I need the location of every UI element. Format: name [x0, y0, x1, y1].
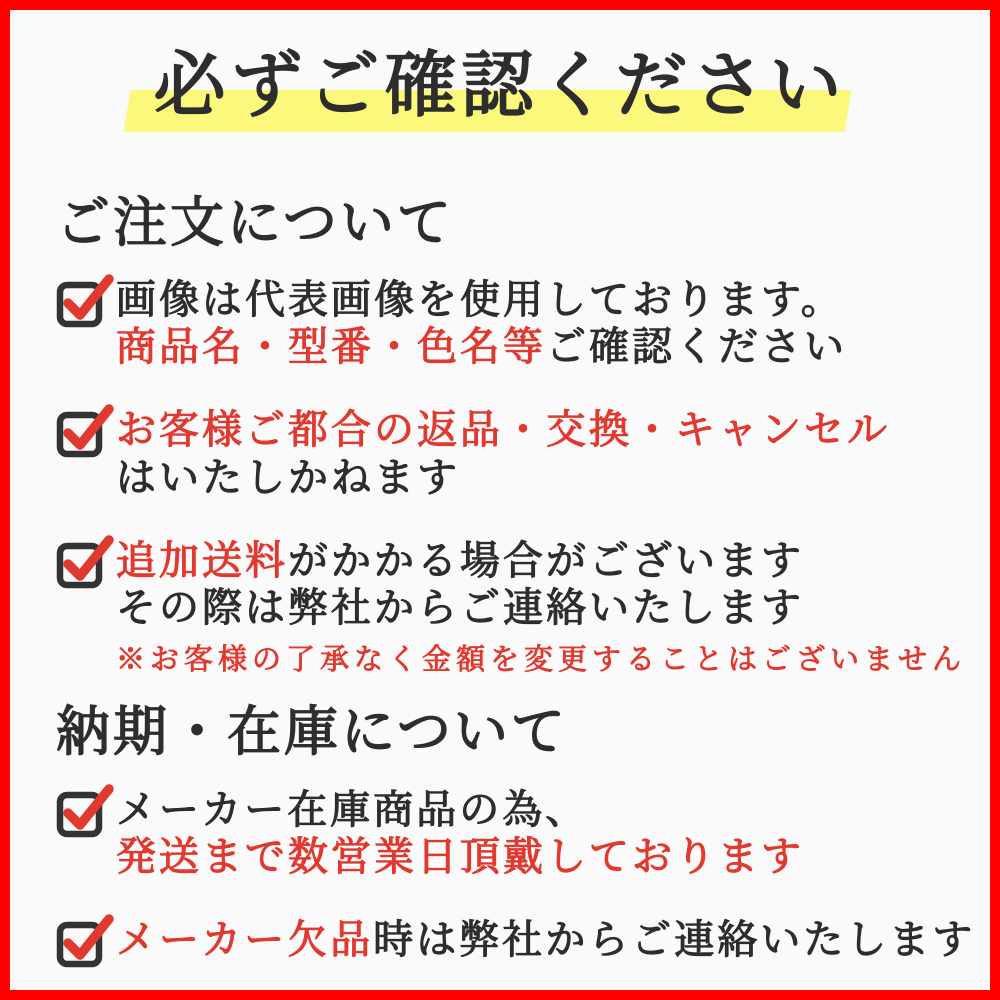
text-segment-red: 発送まで数営業日頂戴しております — [116, 833, 804, 879]
notice-item-line — [116, 584, 966, 631]
notice-item-text — [116, 916, 975, 963]
notice-item — [56, 537, 990, 678]
text-segment-black: その際は弊社からご連絡いたします — [116, 585, 804, 631]
notice-item-line — [116, 916, 975, 963]
text-segment-red: メーカー欠品 — [116, 916, 374, 962]
checkbox-checked-icon — [56, 533, 114, 589]
checkbox-checked-icon — [56, 272, 114, 328]
text-segment-black: 時は弊社からご連絡いたします — [373, 916, 976, 962]
notice-item — [56, 406, 990, 500]
section-0 — [56, 192, 990, 677]
section-heading: ご注文について — [56, 193, 454, 253]
sections-container — [56, 192, 990, 968]
notice-item-note: ※お客様の了承なく金額を変更することはございません — [116, 644, 967, 677]
page-title-text: 必ずご確認ください — [153, 46, 847, 126]
checkbox-checked-icon — [56, 782, 114, 838]
notice-item-line — [116, 454, 890, 501]
notice-item — [56, 276, 990, 370]
text-segment-red: 追加送料 — [116, 537, 288, 583]
title-banner — [10, 40, 990, 140]
notice-item-line — [116, 833, 804, 880]
page-title — [153, 40, 846, 134]
text-segment-red: 商品名・型番・色名等 — [116, 324, 546, 370]
notice-item-text — [116, 786, 804, 880]
notice-item-line — [116, 276, 847, 323]
notice-item-line — [116, 406, 890, 453]
notice-item-line — [116, 537, 966, 584]
notice-item — [56, 786, 990, 880]
notice-item — [56, 916, 990, 968]
text-segment-black: がかかる場合がございます — [288, 537, 804, 583]
section-1 — [56, 701, 990, 967]
notice-item-text — [116, 276, 847, 370]
text-segment-black: メーカー在庫商品の為、 — [116, 786, 589, 832]
text-segment-black: はいたしかねます — [116, 454, 460, 500]
text-segment-red: お客様ご都合の返品・交換・キャンセル — [116, 407, 890, 453]
text-segment-black: 画像は代表画像を使用しております。 — [116, 277, 844, 323]
checkbox-checked-icon — [56, 402, 114, 458]
notice-item-line — [116, 323, 847, 370]
notice-item-text — [116, 537, 966, 678]
notice-item-line — [116, 786, 804, 833]
checkbox-checked-icon — [56, 912, 114, 968]
section-heading: 納期・在庫について — [56, 702, 568, 763]
text-segment-black: ご確認ください — [546, 324, 847, 370]
notice-item-text — [116, 406, 890, 500]
